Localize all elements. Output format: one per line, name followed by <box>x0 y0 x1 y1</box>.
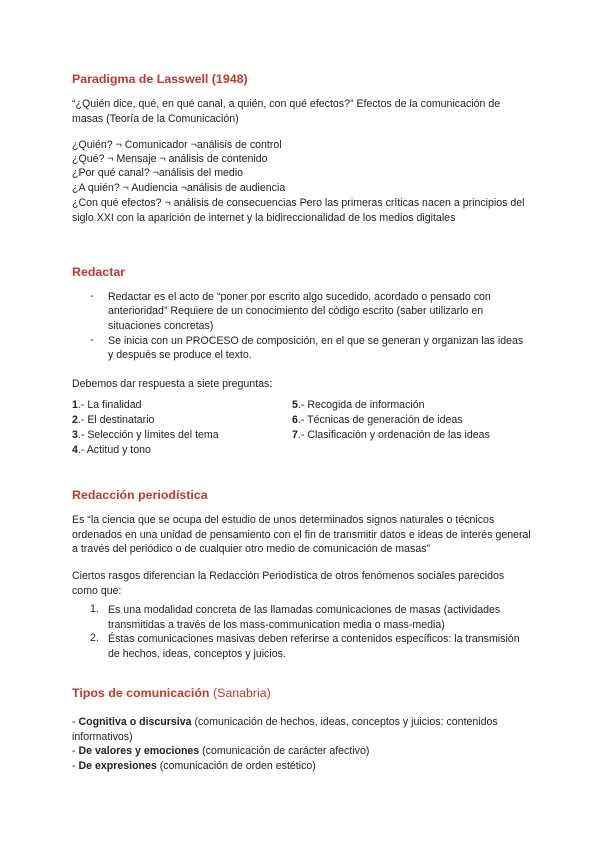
periodistica-definition: Es “la ciencia que se ocupa del estudio de unos determinados signos naturales o técnicos ordenados en una unidad de pensamiento con el fin de transmitir datos e ideas de interés general a través del periódico o de cualquier otro medio de comunicación de masas” <box>72 514 531 556</box>
lasswell-intro: “¿Quién dice, qué, en qué canal, a quién, con qué efectos?” Efectos de la comunicación de masas (Teoría de la Comunicación) <box>72 98 501 125</box>
question-item: 6.- Técnicas de generación de ideas <box>292 414 463 426</box>
redactar-bullet-1: Redactar es el acto de “poner por escrito algo sucedido, acordado o pensado con anterioridad” Requiere de un conocimiento del código escrito (saber utilizarlo en situaciones concretas) <box>108 291 491 332</box>
question-item: 2.- El destinatario <box>72 414 155 426</box>
list-number: 1. <box>90 603 99 615</box>
question-item: 7.- Clasificación y ordenación de las ideas <box>292 429 490 441</box>
lasswell-line-1: ¿Quién? ¬ Comunicador ¬análisis de control <box>72 139 282 151</box>
question-item: 1.- La finalidad <box>72 399 142 411</box>
lasswell-line-3: ¿Por qué canal? ¬análisis del medio <box>72 167 244 179</box>
periodistica-item-1: Es una modalidad concreta de las llamadas comunicaciones de masas (actividades transmitidas a través de los mass-communication media o mass-media) <box>108 604 501 631</box>
list-number: 2. <box>90 632 99 644</box>
question-item: 3.- Selección y límites del tema <box>72 429 219 441</box>
tipos-heading: Tipos de comunicación (Sanabria) <box>72 686 271 700</box>
bullet-mark: - <box>90 334 94 346</box>
periodistica-item-2: Éstas comunicaciones masivas deben referirse a contenidos específicos: la transmisión de hechos, ideas, conceptos y juicios. <box>108 633 520 660</box>
periodistica-rasgos: Ciertos rasgos diferencian la Redacción Periodística de otros fenómenos sociales parecidos como que: <box>72 570 505 597</box>
bullet-mark: - <box>90 290 94 302</box>
redactar-bullet-2: Se inicia con un PROCESO de composición, en el que se generan y organizan las ideas y después se produce el texto. <box>108 335 524 362</box>
lasswell-line-2: ¿Qué? ¬ Mensaje ¬ análisis de contenido <box>72 153 268 165</box>
tipos-item: - De expresiones (comunicación de orden estético) <box>72 760 316 772</box>
question-item: 4.- Actitud y tono <box>72 444 151 456</box>
questions-left-column <box>72 398 219 458</box>
lasswell-line-4: ¿A quién? ¬ Audiencia ¬análisis de audiencia <box>72 182 286 194</box>
questions-right-column <box>292 398 490 443</box>
lasswell-last: ¿Con qué efectos? ¬ análisis de consecuencias Pero las primeras críticas nacen a principios del siglo XXI con la aparición de internet y la bidireccionalidad de los medios digitales <box>72 197 525 224</box>
questions-intro: Debemos dar respuesta a siete preguntas: <box>72 378 273 390</box>
periodistica-heading: Redacción periodística <box>72 488 208 502</box>
tipos-item: - De valores y emociones (comunicación de carácter afectivo) <box>72 745 370 757</box>
redactar-heading: Redactar <box>72 265 126 279</box>
tipos-item: - Cognitiva o discursiva (comunicación de hechos, ideas, conceptos y juicios: contenidos informativos) <box>72 716 498 743</box>
question-item: 5.- Recogida de información <box>292 399 425 411</box>
lasswell-heading: Paradigma de Lasswell (1948) <box>72 72 248 86</box>
tipos-heading-note: (Sanabria) <box>212 686 271 700</box>
